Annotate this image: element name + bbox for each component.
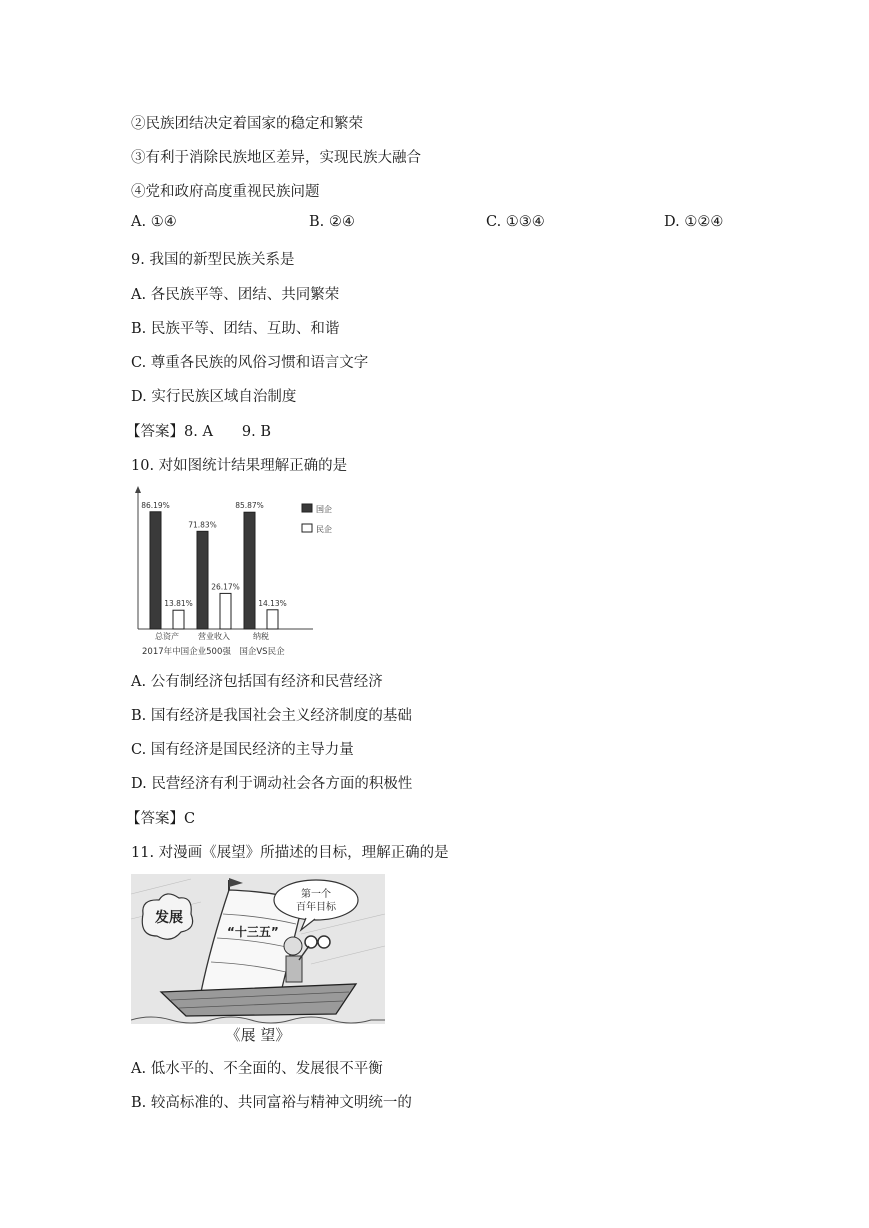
- data-label-minqi-1: 26.17%: [211, 582, 240, 592]
- q9-option-c: C. 尊重各民族的风俗习惯和语言文字: [131, 355, 369, 371]
- speech-bubble: [274, 880, 358, 920]
- data-label-guoqi-2: 85.87%: [235, 501, 264, 511]
- bar-guoqi-2: [244, 512, 255, 629]
- bar-minqi-2: [267, 610, 278, 629]
- q10-option-a: A. 公有制经济包括国有经济和民营经济: [131, 674, 383, 690]
- cartoon-zhanwang: [131, 874, 385, 1046]
- q8-option-b: B. ②④: [309, 214, 355, 230]
- q10-stem: 10. 对如图统计结果理解正确的是: [131, 458, 348, 474]
- legend-swatch-0: [302, 504, 312, 512]
- legend: [302, 504, 332, 534]
- x-tick-label-1: 营业收入: [198, 632, 230, 641]
- bar-guoqi-1: [197, 531, 208, 629]
- q9-option-d: D. 实行民族区域自治制度: [131, 389, 297, 405]
- q8-option-d: D. ①②④: [664, 214, 724, 230]
- cartoon-svg: [131, 874, 385, 1046]
- legend-swatch-1: [302, 524, 312, 532]
- q11-option-b: B. 较高标准的、共同富裕与精神文明统一的: [131, 1095, 412, 1111]
- q10-option-c: C. 国有经济是国民经济的主导力量: [131, 742, 354, 758]
- q8-statement-3: ③有利于消除民族地区差异，实现民族大融合: [131, 150, 421, 166]
- answer-8-9: 【答案】8. A 9. B: [126, 424, 272, 440]
- data-label-guoqi-1: 71.83%: [188, 520, 217, 530]
- q10-option-d: D. 民营经济有利于调动社会各方面的积极性: [131, 776, 413, 792]
- x-tick-label-0: 总资产: [155, 632, 179, 641]
- bar-chart: [128, 486, 344, 660]
- q11-option-a: A. 低水平的、不全面的、发展很不平衡: [131, 1061, 383, 1077]
- bars-group: [141, 501, 287, 641]
- q8-option-a: A. ①④: [131, 214, 177, 230]
- q8-statement-2: ②民族团结决定着国家的稳定和繁荣: [131, 116, 363, 132]
- cartoon-title: 《展 望》: [225, 1026, 291, 1044]
- cloud-text: 发展: [155, 910, 183, 926]
- legend-label-0: 国企: [316, 505, 332, 514]
- q9-stem: 9. 我国的新型民族关系是: [131, 252, 295, 268]
- bar-minqi-0: [173, 610, 184, 629]
- legend-label-1: 民企: [316, 525, 332, 534]
- x-tick-label-2: 纳税: [253, 632, 269, 641]
- bubble-text-2: 百年目标: [296, 902, 336, 913]
- q9-option-a: A. 各民族平等、团结、共同繁荣: [131, 287, 340, 303]
- y-axis-arrow: [135, 486, 141, 493]
- data-label-guoqi-0: 86.19%: [141, 500, 170, 510]
- binoculars-icon: [305, 936, 317, 948]
- person-head: [284, 937, 302, 955]
- bar-chart-svg: [128, 486, 344, 660]
- q10-answer: 【答案】C: [126, 811, 196, 827]
- q10-option-b: B. 国有经济是我国社会主义经济制度的基础: [131, 708, 412, 724]
- q8-option-c: C. ①③④: [486, 214, 545, 230]
- chart-caption: 2017年中国企业500强 国企VS民企: [142, 647, 285, 657]
- sail-text: “十三五”: [227, 925, 279, 939]
- bubble-text-1: 第一个: [301, 889, 331, 900]
- q11-stem: 11. 对漫画《展望》所描述的目标，理解正确的是: [131, 845, 449, 861]
- bar-guoqi-0: [150, 512, 161, 629]
- q9-option-b: B. 民族平等、团结、互助、和谐: [131, 321, 340, 337]
- data-label-minqi-2: 14.13%: [258, 598, 287, 608]
- binoculars-lens-icon: [318, 936, 330, 948]
- bar-minqi-1: [220, 593, 231, 629]
- q8-statement-4: ④党和政府高度重视民族问题: [131, 184, 320, 200]
- data-label-minqi-0: 13.81%: [164, 599, 193, 609]
